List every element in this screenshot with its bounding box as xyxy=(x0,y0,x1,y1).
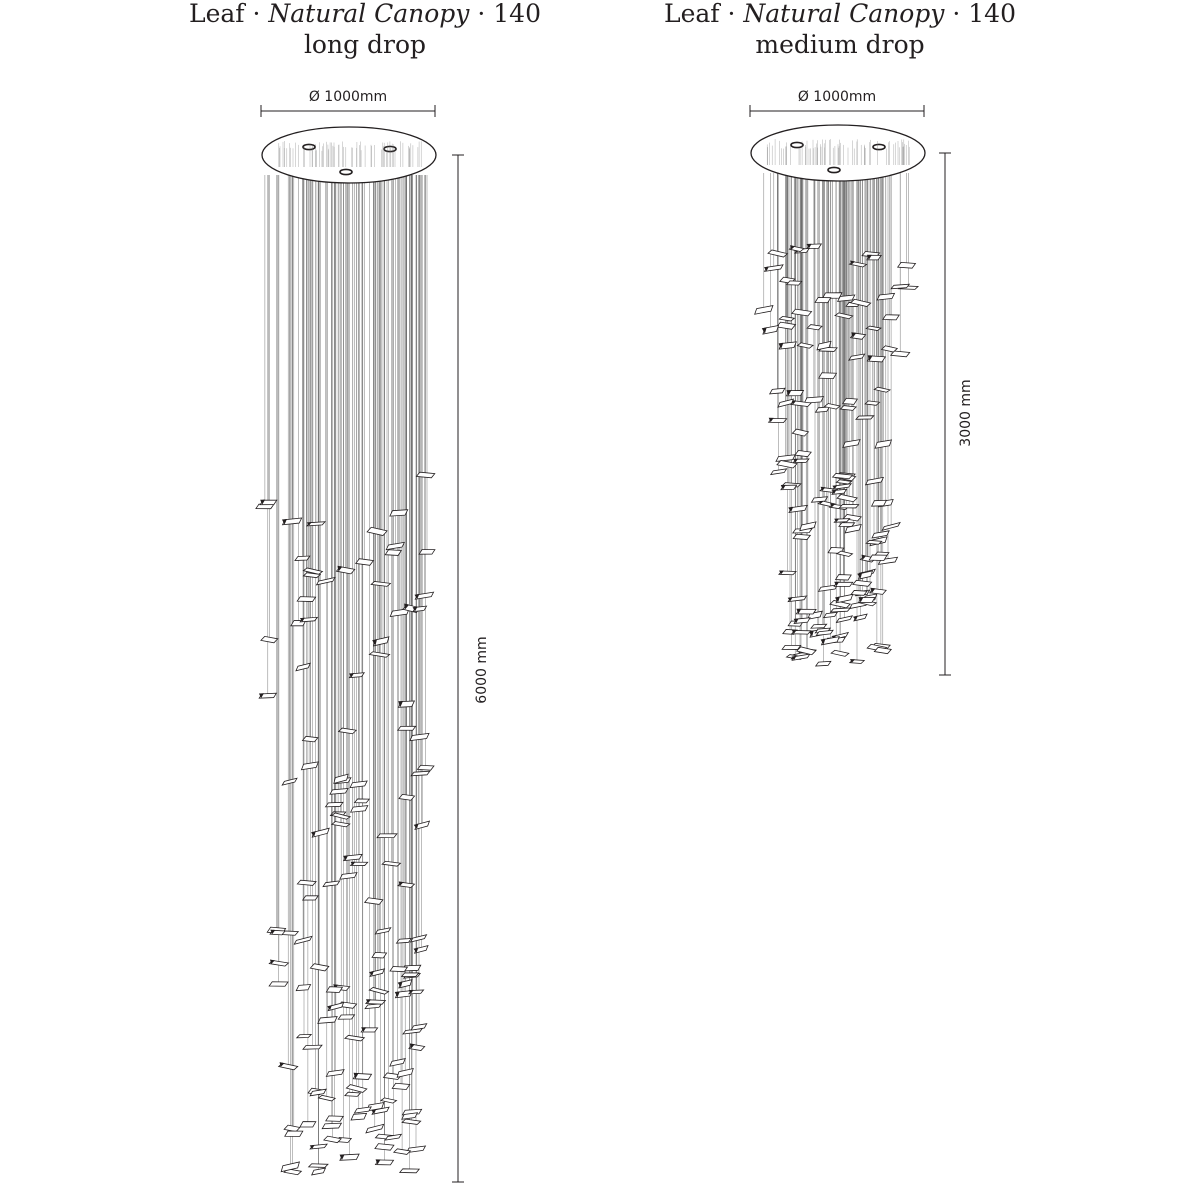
leaf-pendant-icon xyxy=(811,624,827,628)
leaf-pendant-icon xyxy=(402,973,419,977)
leaf-pendant-icon xyxy=(816,661,832,666)
diameter-label: Ø 1000mm xyxy=(308,89,388,105)
leaf-pendant-icon xyxy=(338,1015,354,1020)
leaf-pendant-icon xyxy=(819,373,837,379)
leaf-pendant-icon xyxy=(834,518,850,522)
leaf-pendant-icon xyxy=(297,1034,312,1037)
leaf-pendant-icon xyxy=(398,726,416,730)
medium-drop-fixture xyxy=(750,89,974,675)
leaf-pendant-icon xyxy=(411,1024,428,1030)
leaf-pendant-icon xyxy=(786,390,803,396)
leaf-pendant-icon xyxy=(400,1169,419,1173)
leaf-pendant-icon xyxy=(326,1116,343,1122)
height-dimension xyxy=(939,153,974,675)
leaf-pendant-icon xyxy=(836,574,852,580)
leaf-pendant-icon xyxy=(770,469,787,475)
leaf-pendant-icon xyxy=(409,989,424,993)
title-line-1: Leaf · Natural Canopy · 140 xyxy=(663,0,1016,28)
leaf-pendant-icon xyxy=(353,1073,371,1080)
title-variant: medium drop xyxy=(755,30,925,59)
leaf-pendant-icon xyxy=(323,881,341,887)
leaf-pendant-icon xyxy=(345,1092,361,1097)
leaf-pendant-icon xyxy=(366,999,386,1004)
leaf-pendant-icon xyxy=(779,570,796,574)
leaf-pendant-icon xyxy=(779,316,794,322)
leaf-pendant-icon xyxy=(898,262,916,268)
leaf-pendant-icon xyxy=(282,518,302,525)
leaf-pendant-icon xyxy=(351,862,368,866)
diameter-label: Ø 1000mm xyxy=(797,89,877,105)
leaf-pendant-icon xyxy=(778,341,796,349)
leaf-pendant-icon xyxy=(793,534,810,540)
leaf-pendants xyxy=(256,472,435,1175)
leaf-pendant-icon xyxy=(411,771,430,776)
leaf-pendant-icon xyxy=(866,540,882,544)
leaf-pendant-icon xyxy=(851,332,866,340)
leaf-pendant-icon xyxy=(311,1168,326,1175)
leaf-pendant-icon xyxy=(354,1107,372,1113)
long-drop-fixture xyxy=(256,89,490,1182)
leaf-pendant-icon xyxy=(815,297,831,302)
leaf-pendant-icon xyxy=(303,1045,322,1049)
leaf-pendant-icon xyxy=(325,802,343,807)
leaf-pendant-icon xyxy=(350,781,368,788)
leaf-pendant-icon xyxy=(365,1004,382,1009)
leaf-pendant-icon xyxy=(850,659,865,664)
leaf-pendant-icon xyxy=(377,834,397,838)
leaf-pendant-icon xyxy=(859,597,875,602)
leaf-pendant-icon xyxy=(269,982,288,987)
leaf-pendant-icon xyxy=(300,617,318,622)
leaf-pendant-icon xyxy=(840,504,859,507)
leaf-pendant-icon xyxy=(390,510,409,516)
leaf-pendant-icon xyxy=(856,416,874,420)
leaf-pendant-icon xyxy=(371,581,390,587)
height-label: 3000 mm xyxy=(958,379,974,447)
leaf-pendant-icon xyxy=(823,612,837,617)
leaf-pendant-icon xyxy=(300,1122,316,1128)
leaf-pendant-icon xyxy=(419,550,435,555)
leaf-pendant-icon xyxy=(259,693,277,698)
leaf-pendant-icon xyxy=(326,987,342,993)
leaf-pendant-icon xyxy=(851,590,867,595)
diameter-dimension xyxy=(261,89,435,117)
leaf-pendant-icon xyxy=(869,555,887,561)
height-label: 6000 mm xyxy=(474,636,490,704)
leaf-pendant-icon xyxy=(285,1131,303,1136)
pendant-wires xyxy=(265,175,427,1172)
leaf-pendant-icon xyxy=(794,617,811,623)
leaf-pendant-icon xyxy=(793,458,809,462)
leaf-pendant-icon xyxy=(392,1083,409,1090)
leaf-pendant-icon xyxy=(831,608,851,612)
leaf-pendant-icon xyxy=(307,521,326,526)
leaf-pendant-icon xyxy=(297,597,315,602)
leaf-pendant-icon xyxy=(877,293,895,300)
leaf-pendant-icon xyxy=(297,880,316,886)
leaf-pendant-icon xyxy=(296,985,311,991)
leaf-pendant-icon xyxy=(787,281,802,285)
leaf-pendant-icon xyxy=(310,963,328,971)
leaf-pendant-icon xyxy=(309,1164,328,1168)
leaf-pendant-icon xyxy=(390,966,407,971)
leaf-pendant-icon xyxy=(322,1123,342,1129)
leaf-pendant-icon xyxy=(807,324,822,330)
leaf-pendant-icon xyxy=(782,645,801,649)
leaf-pendant-icon xyxy=(340,1154,360,1161)
leaf-pendant-icon xyxy=(769,418,787,423)
leaf-pendant-icon xyxy=(398,700,415,707)
leaf-pendant-icon xyxy=(769,388,785,394)
leaf-pendant-icon xyxy=(781,485,797,490)
leaf-pendant-icon xyxy=(777,322,796,330)
leaf-pendant-icon xyxy=(375,1159,393,1165)
leaf-pendant-icon xyxy=(303,896,319,900)
leaf-pendant-icon xyxy=(351,1113,367,1120)
leaf-pendant-icon xyxy=(417,765,433,770)
leaf-pendant-icon xyxy=(326,1070,345,1077)
leaf-pendant-icon xyxy=(840,405,856,410)
title-variant: long drop xyxy=(303,30,427,59)
leaf-pendant-icon xyxy=(853,580,872,587)
leaf-pendant-icon xyxy=(815,407,829,412)
leaf-pendant-icon xyxy=(261,636,278,643)
leaf-pendant-icon xyxy=(361,1027,377,1032)
leaf-pendant-icon xyxy=(402,1119,421,1125)
leaf-pendant-icon xyxy=(867,255,881,260)
leaf-pendant-icon xyxy=(317,1017,337,1024)
leaf-pendant-icon xyxy=(796,609,816,614)
leaf-pendant-icon xyxy=(375,1143,394,1150)
leaf-pendant-icon xyxy=(260,500,277,505)
leaf-pendant-icon xyxy=(355,799,370,803)
leaf-pendant-icon xyxy=(792,630,811,634)
height-dimension xyxy=(452,155,490,1182)
diameter-dimension xyxy=(750,89,924,117)
leaf-pendant-icon xyxy=(365,897,383,905)
leaf-pendant-icon xyxy=(891,284,910,289)
leaf-pendant-icon xyxy=(834,582,853,587)
leaf-pendant-icon xyxy=(883,315,899,320)
leaf-pendant-icon xyxy=(385,550,401,556)
title-line-1: Leaf · Natural Canopy · 140 xyxy=(188,0,541,28)
